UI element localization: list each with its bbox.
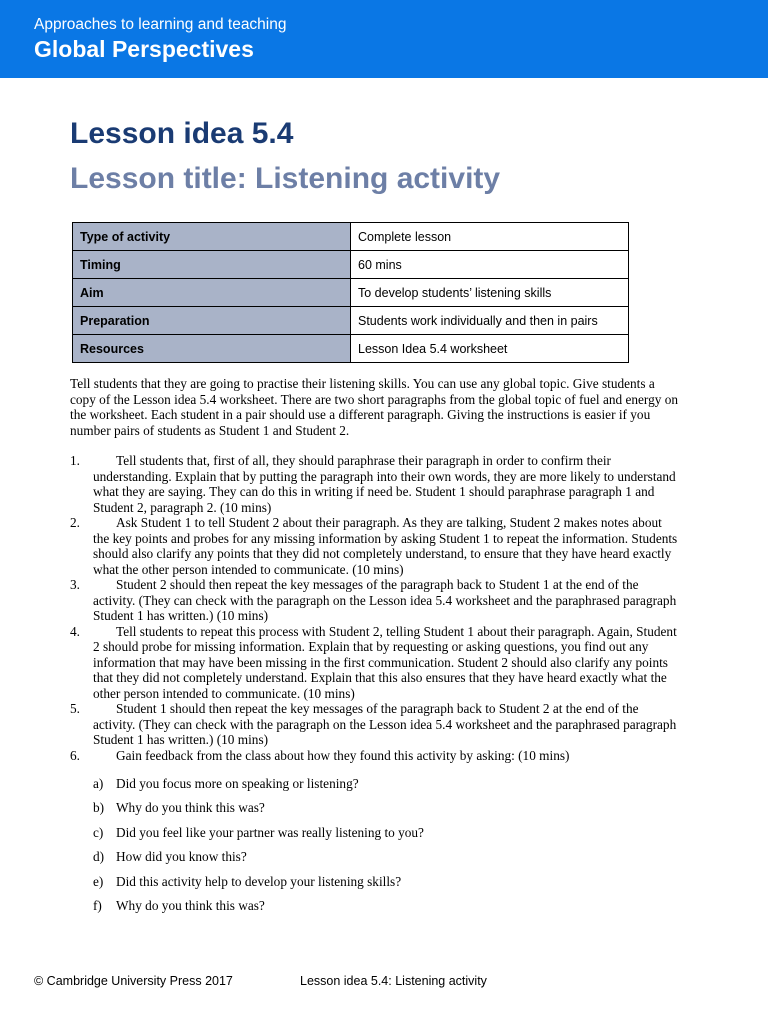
header-title: Global Perspectives [34, 36, 254, 62]
lesson-info-table [72, 222, 629, 363]
table-row [73, 223, 629, 251]
list-item [70, 577, 680, 624]
step-text: Tell students that, first of all, they should paraphrase their paragraph in order to confirm their understanding. Explain that by putting the paragraph into their own words, they are more likely to understand what they are saying. They can do this in writing if need be. Student 1 should paraphrase paragraph 1 and Student 2, paragraph 2. (10 mins) [93, 453, 676, 515]
list-item [70, 701, 680, 748]
table-row [73, 251, 629, 279]
question-letter: a) [93, 776, 104, 791]
list-item [70, 515, 680, 577]
list-item [70, 748, 680, 764]
list-item [93, 799, 653, 823]
info-value: Students work individually and then in pairs [351, 307, 629, 335]
question-text: Why do you think this was? [116, 800, 265, 816]
footer-copyright: © Cambridge University Press 2017 [34, 974, 233, 988]
intro-paragraph: Tell students that they are going to practise their listening skills. You can use any global topic. Give students a copy of the Lesson idea 5.4 worksheet. There are two short paragraphs from the global topic of fuel and energy on the worksheet. Each student in a pair should use a different paragraph. Giving the instructions is easier if you number pairs of students as Student 1 and Student 2. [70, 376, 679, 438]
list-item [70, 453, 680, 515]
info-label: Preparation [73, 307, 351, 335]
header-banner [0, 0, 768, 78]
question-letter: c) [93, 824, 104, 840]
step-number: 1. [70, 453, 80, 468]
info-value: Complete lesson [351, 223, 629, 251]
step-text: Ask Student 1 to tell Student 2 about their paragraph. As they are talking, Student 2 makes notes about the key points and probes for any missing information by asking Student 1 to repeat the information. Students should also clarify any points that they did not completely understand, to ensure that they have heard exactly what the other person intended to communicate. (10 mins) [93, 515, 678, 577]
question-letter: b) [93, 800, 105, 816]
question-text: Did this activity help to develop your listening skills? [116, 873, 402, 889]
info-label: Resources [73, 335, 351, 363]
question-letter: f) [93, 897, 102, 913]
steps-list [70, 453, 680, 763]
step-number: 6. [70, 747, 80, 763]
info-label: Timing [73, 251, 351, 279]
step-number: 2. [70, 515, 80, 530]
question-text: How did you know this? [116, 849, 247, 865]
question-letter: d) [93, 849, 105, 865]
info-label: Aim [73, 279, 351, 307]
info-label: Type of activity [73, 223, 351, 251]
table-row [73, 279, 629, 307]
question-text: Why do you think this was? [116, 897, 265, 913]
footer-page-label: Lesson idea 5.4: Listening activity [300, 974, 487, 988]
step-text: Student 1 should then repeat the key messages of the paragraph back to Student 2 at the end of the activity. (They can check with the paragraph on the Lesson idea 5.4 worksheet and the paraphrased paragraph Student 1 has written.) (10 mins) [93, 701, 677, 747]
step-text: Student 2 should then repeat the key messages of the paragraph back to Student 1 at the end of the activity. (They can check with the paragraph on the Lesson idea 5.4 worksheet and the paraphrased paragraph Student 1 has written.) (10 mins) [93, 577, 677, 623]
info-value: Lesson Idea 5.4 worksheet [351, 335, 629, 363]
question-letter: e) [93, 873, 104, 889]
list-item [93, 824, 653, 848]
table-row [73, 307, 629, 335]
step-number: 4. [70, 623, 80, 639]
question-text: Did you feel like your partner was really listening to you? [116, 824, 424, 840]
step-number: 5. [70, 701, 80, 716]
step-text: Gain feedback from the class about how they found this activity by asking: (10 mins) [116, 747, 570, 763]
list-item [93, 775, 653, 799]
table-row [73, 335, 629, 363]
feedback-questions-list [93, 775, 653, 921]
list-item [93, 897, 653, 921]
list-item [93, 848, 653, 872]
step-text: Tell students to repeat this process with Student 2, telling Student 1 about their paragraph. Again, Student 2 should probe for missing information. Explain that by requesting or asking questions, you find out any information that may have been missing in the first communication. Student 2 should also clarify any points that they did not completely understand. Explain that this also ensures that they have heard exactly what the other person intended to communicate. (10 mins) [93, 623, 677, 701]
question-text: Did you focus more on speaking or listening? [116, 776, 359, 791]
header-subtitle: Approaches to learning and teaching [34, 16, 287, 33]
info-value: To develop students’ listening skills [351, 279, 629, 307]
lesson-title-heading: Lesson title: Listening activity [70, 162, 501, 195]
info-value: 60 mins [351, 251, 629, 279]
list-item [70, 624, 680, 702]
lesson-idea-heading: Lesson idea 5.4 [70, 117, 294, 150]
list-item [93, 873, 653, 897]
step-number: 3. [70, 577, 80, 592]
